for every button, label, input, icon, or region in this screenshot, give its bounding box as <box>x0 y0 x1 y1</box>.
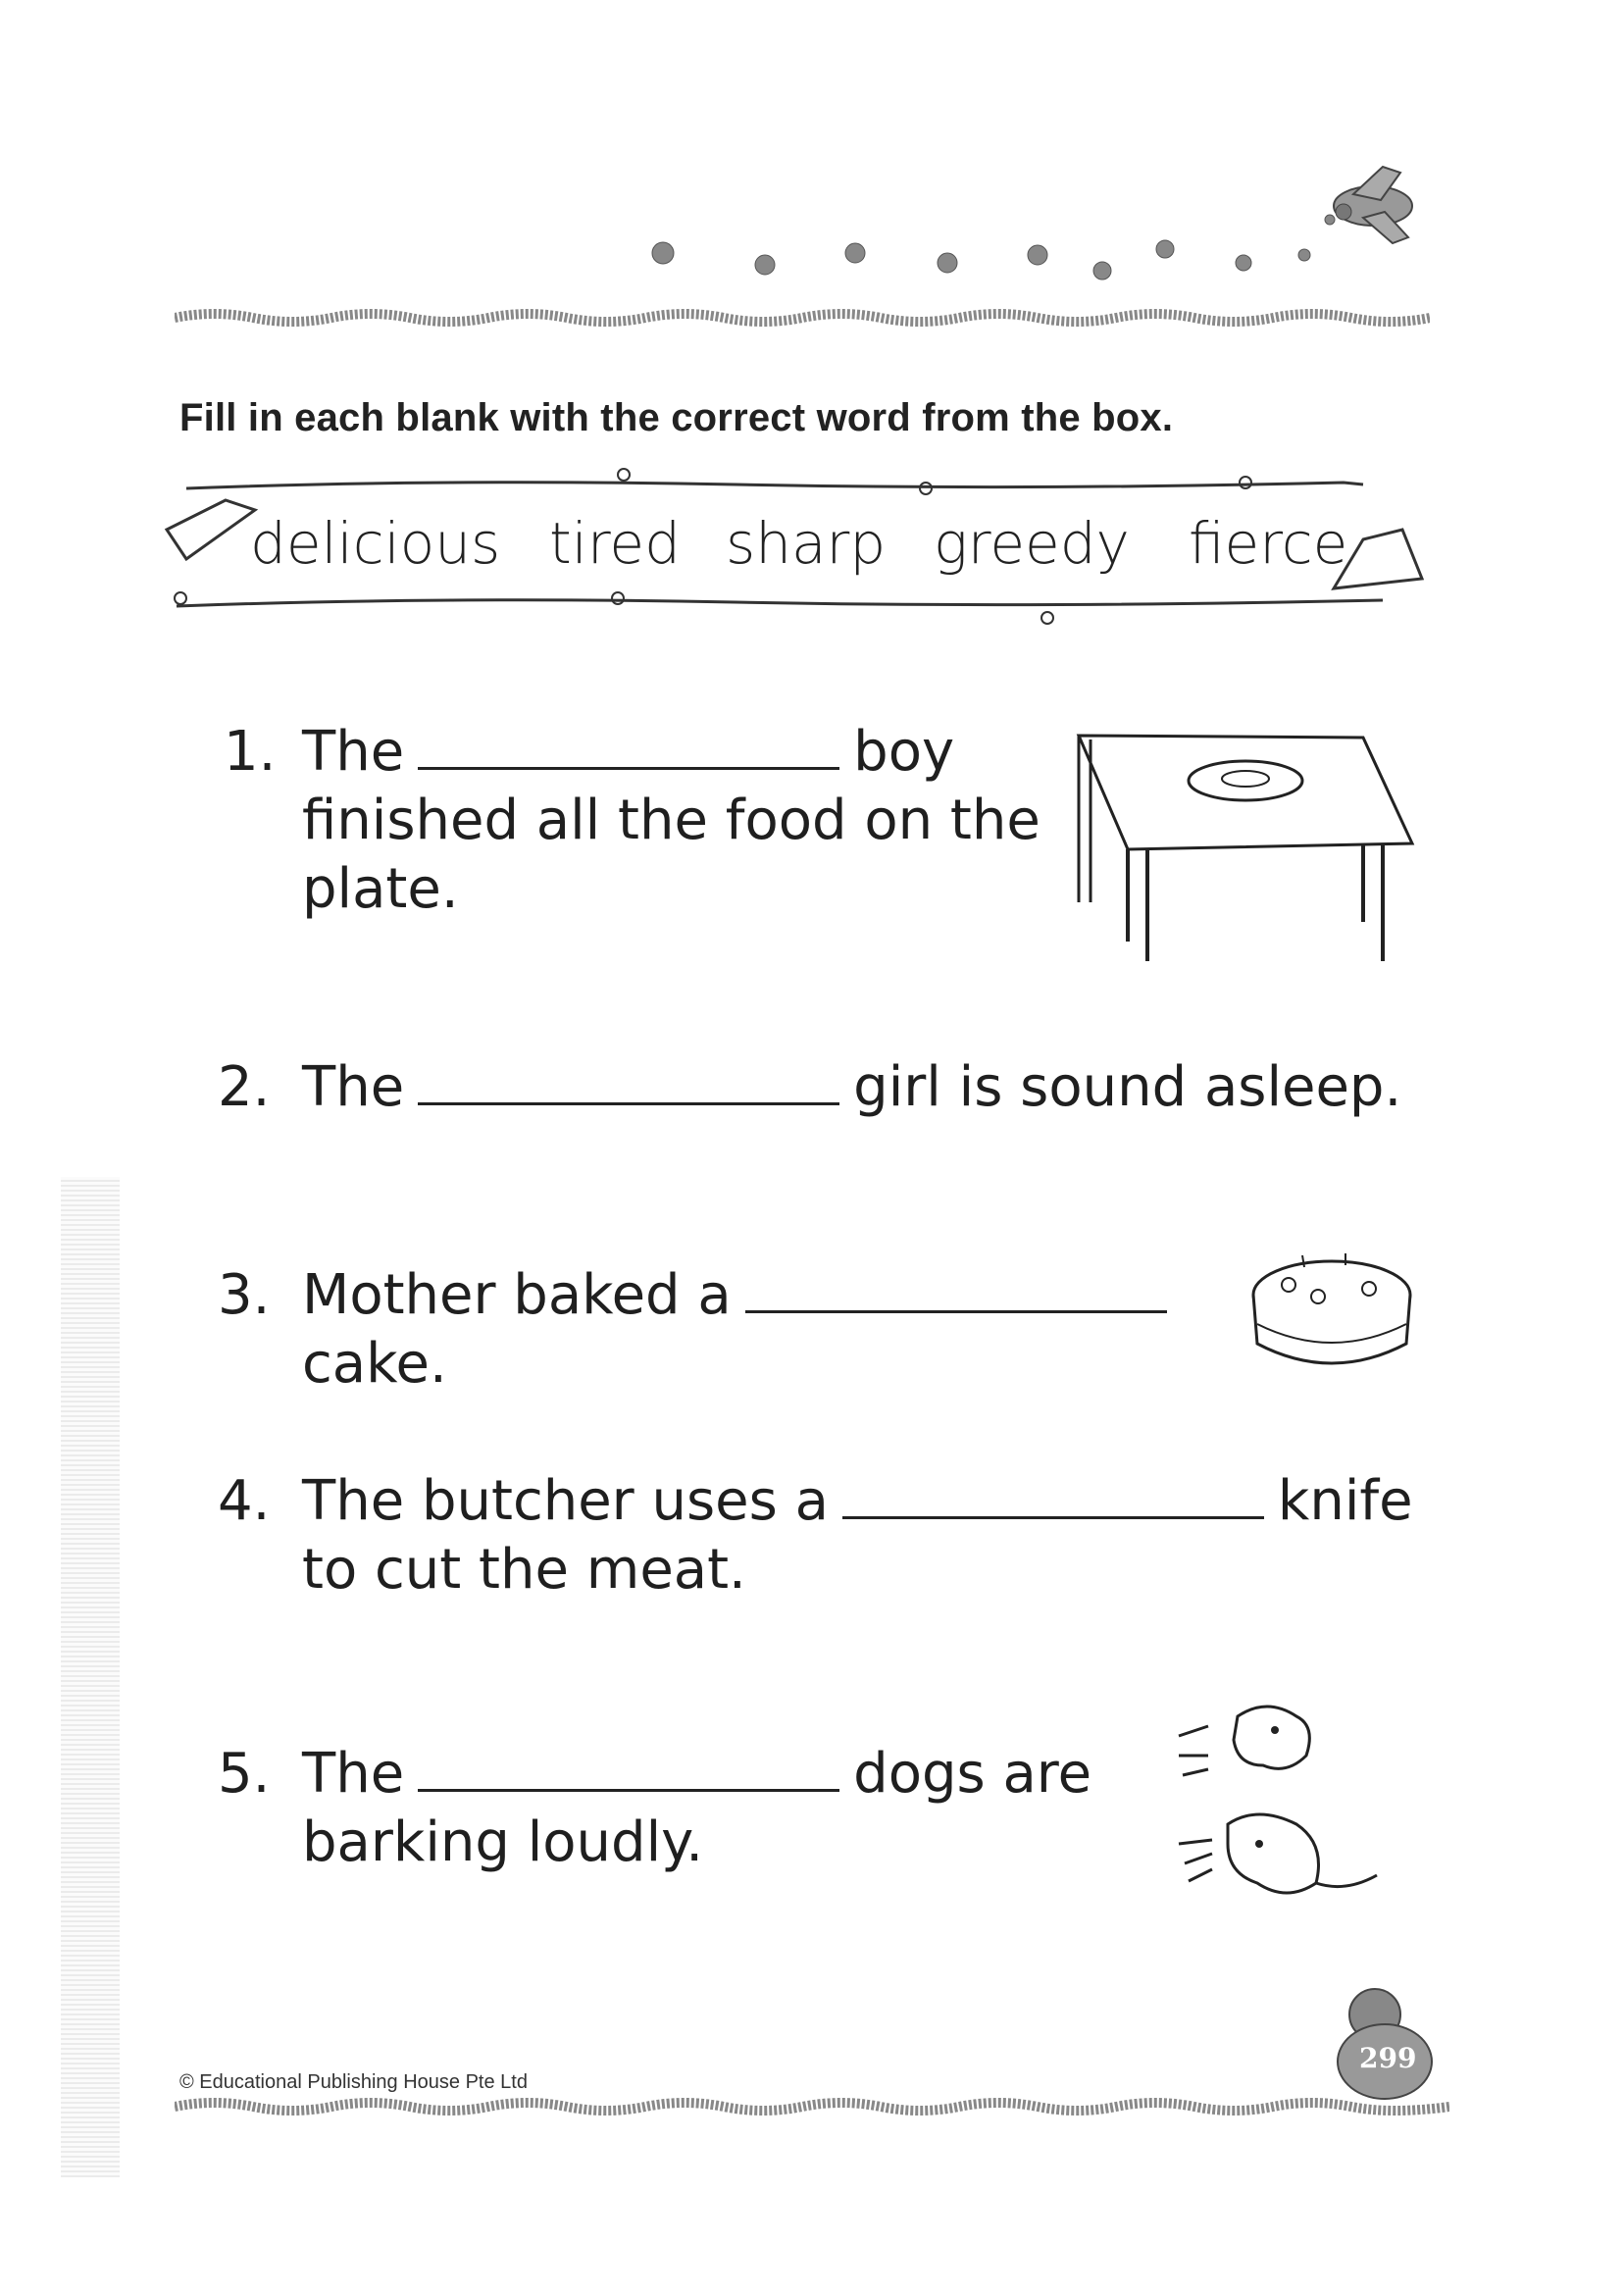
question-number: 5. <box>218 1742 271 1806</box>
question-text: to cut the meat. <box>302 1538 746 1602</box>
question-text: The butcher uses a <box>302 1469 829 1533</box>
question-number: 4. <box>218 1469 271 1533</box>
question-text: boy <box>853 720 955 784</box>
question-text: The <box>302 720 405 784</box>
question-number: 2. <box>218 1055 271 1119</box>
question-text: plate. <box>302 857 459 921</box>
question-text: knife <box>1277 1469 1413 1533</box>
question-text: girl is sound asleep. <box>853 1055 1402 1119</box>
question-number: 1. <box>224 720 277 784</box>
word-box-item: delicious <box>250 510 501 577</box>
answer-blank[interactable] <box>745 1263 1167 1313</box>
question-text: finished all the food on the <box>302 789 1040 852</box>
word-box-item: sharp <box>726 510 887 577</box>
barking-dogs-icon <box>1169 1697 1395 1922</box>
question-number: 3. <box>218 1263 271 1327</box>
cake-icon <box>1243 1246 1420 1383</box>
question-text: barking loudly. <box>302 1810 704 1874</box>
top-divider-rope <box>175 306 1430 330</box>
bottom-divider-rope <box>175 2095 1449 2118</box>
question-text: dogs are <box>853 1742 1092 1806</box>
question-text: The <box>302 1742 405 1806</box>
airplane-trail-decoration <box>628 147 1432 284</box>
question-text: The <box>302 1055 405 1119</box>
answer-blank[interactable] <box>418 720 839 770</box>
word-box-item: greedy <box>934 510 1130 577</box>
question-text: Mother baked a <box>302 1263 732 1327</box>
answer-blank[interactable] <box>418 1742 839 1792</box>
question-4 <box>302 1467 1413 1605</box>
answer-blank[interactable] <box>418 1055 839 1105</box>
page-number: 299 <box>1359 2042 1417 2074</box>
table-with-plate-icon <box>1069 726 1432 971</box>
word-box-item: fierce <box>1189 510 1348 577</box>
paper-plane-left-icon <box>167 500 255 559</box>
answer-blank[interactable] <box>842 1469 1264 1519</box>
instruction-text: Fill in each blank with the correct word from the box. <box>179 396 1174 439</box>
copyright-text: © Educational Publishing House Pte Ltd <box>179 2071 528 2093</box>
airplane-icon <box>1334 167 1412 243</box>
question-2 <box>302 1053 1401 1122</box>
scan-edge-texture <box>61 1177 120 2177</box>
word-box-item: tired <box>549 510 681 577</box>
question-text: cake. <box>302 1332 447 1396</box>
question-3 <box>302 1261 1181 1399</box>
question-1 <box>302 718 1040 924</box>
question-5 <box>302 1740 1091 1877</box>
